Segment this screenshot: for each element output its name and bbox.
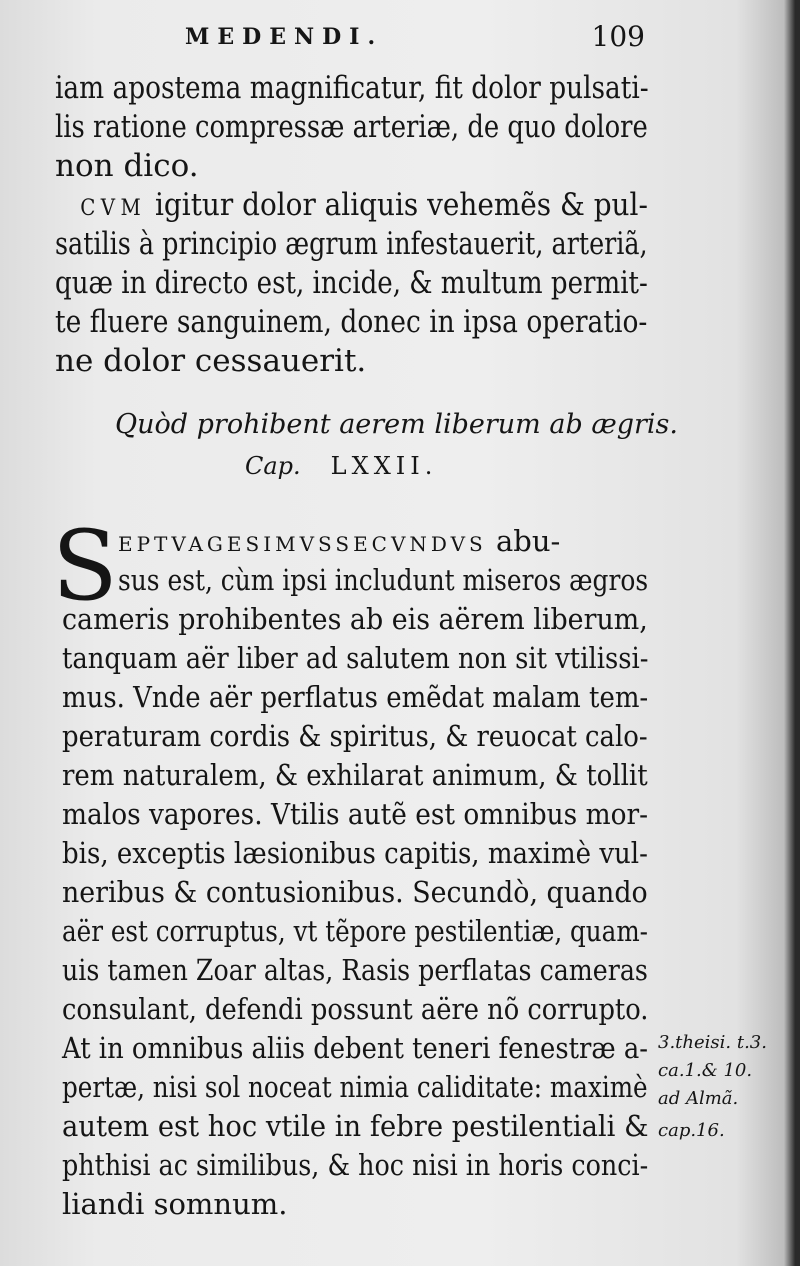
text-fragment: igitur dolor aliquis vehemẽs & pul- xyxy=(146,187,648,223)
text-line xyxy=(118,524,560,558)
cap-label: Cap. xyxy=(245,452,301,480)
margin-note: ca.1.& 10. xyxy=(658,1060,753,1081)
text-line: cameris prohibentes ab eis aërem liberum, xyxy=(62,602,648,636)
margin-note: 3.theisi. t.3. xyxy=(658,1032,767,1053)
text-line: lis ratione compressæ arteriæ, de quo dolore xyxy=(55,109,648,145)
cap-roman: LXXII. xyxy=(330,452,438,480)
margin-note: ad Almã. xyxy=(658,1088,739,1109)
page-number: 109 xyxy=(591,20,645,53)
text-fragment: abu- xyxy=(486,524,561,558)
text-line: liandi somnum. xyxy=(62,1187,288,1221)
text-line: phthisi ac similibus, & hoc nisi in horis conci- xyxy=(62,1148,649,1182)
text-line: bis, exceptis læsionibus capitis, maximè vul- xyxy=(62,836,648,870)
chapter-number xyxy=(245,452,437,480)
text-line: satilis à principio ægrum infestauerit, arteriã, xyxy=(55,226,648,262)
text-line: ne dolor cessauerit. xyxy=(55,343,367,379)
drop-cap: S xyxy=(52,510,118,622)
text-line: iam apostema magnificatur, fit dolor pulsati- xyxy=(55,70,649,106)
text-line: aër est corruptus, vt tẽpore pestilentiæ, quam- xyxy=(62,914,648,948)
text-line: autem est hoc vtile in febre pestilentiali & xyxy=(62,1109,649,1143)
lead-capitals: CVM xyxy=(80,196,147,221)
text-line: uis tamen Zoar altas, Rasis perflatas cameras xyxy=(62,953,648,987)
text-line: peraturam cordis & spiritus, & reuocat calo- xyxy=(62,719,648,753)
text-line: malos vapores. Vtilis autẽ est omnibus mor- xyxy=(62,797,649,831)
text-line: rem naturalem, & exhilarat animum, & tollit xyxy=(62,758,648,792)
text-line: sus est, cùm ipsi includunt miseros ægros xyxy=(118,563,649,597)
text-line xyxy=(55,187,648,223)
chapter-title: Quòd prohibent aerem liberum ab ægris. xyxy=(115,409,678,440)
text-line: quæ in directo est, incide, & multum permit- xyxy=(55,265,648,301)
text-line: tanquam aër liber ad salutem non sit vtilissi- xyxy=(62,641,649,675)
text-line: te fluere sanguinem, donec in ipsa operatio- xyxy=(55,304,648,340)
text-line: At in omnibus aliis debent teneri fenestræ a- xyxy=(62,1031,648,1065)
text-line: non dico. xyxy=(55,148,199,184)
text-line: mus. Vnde aër perflatus emẽdat malam tem- xyxy=(62,680,649,714)
page-header xyxy=(185,20,645,64)
text-line: consulant, defendi possunt aëre nõ corrupto. xyxy=(62,992,649,1026)
running-head: MEDENDI. xyxy=(185,24,384,50)
margin-note: cap.16. xyxy=(658,1120,725,1141)
text-line: neribus & contusionibus. Secundò, quando xyxy=(62,875,648,909)
lead-capitals: EPTVAGESIMVSSECVNDVS xyxy=(118,532,487,556)
text-line: pertæ, nisi sol noceat nimia caliditate: maximè xyxy=(62,1070,648,1104)
